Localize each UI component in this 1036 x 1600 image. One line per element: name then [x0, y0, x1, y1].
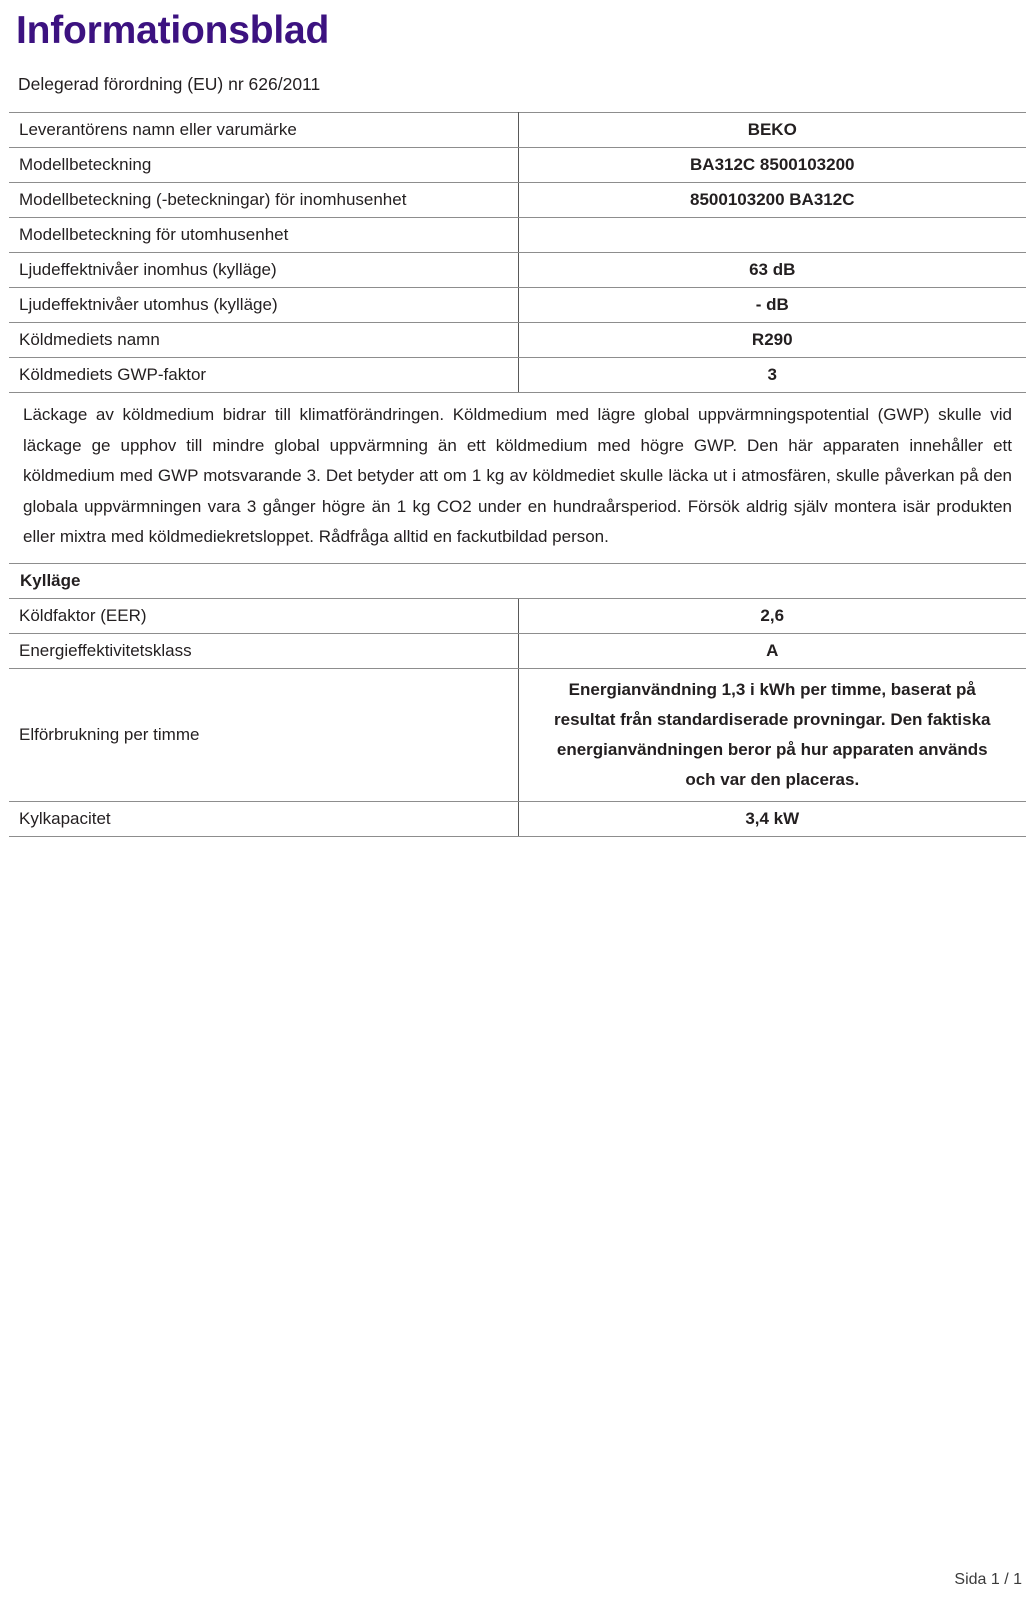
power-consumption-text: Energianvändning 1,3 i kWh per timme, baserat på resultat från standardiserade provningar. Den faktiska energianvändningen beror på hur apparaten används och var den placeras.	[554, 679, 991, 789]
refrigerant-note-text: Läckage av köldmedium bidrar till klimatförändringen. Köldmedium med lägre global uppvärmningspotential (GWP) skulle vid läckage ge upphov till mindre global uppvärmning än ett köldmedium med högre GWP. Den här apparaten innehåller ett köldmedium med GWP motsvarande 3. Det betyder att om 1 kg av köldmediet skulle läcka ut i atmosfären, skulle påverkan på den globala uppvärmningen vara 3 gånger högre än 1 kg CO2 under en hundraårsperiod. Försök aldrig själv montera isär produkten eller mixtra med köldmediekretsloppet. Rådfråga alltid en fackutbildad person.	[23, 405, 1012, 546]
specification-table-body	[9, 113, 1026, 837]
table-row	[9, 598, 1026, 633]
table-row	[9, 323, 1026, 358]
row-label: Leverantörens namn eller varumärke	[9, 113, 518, 148]
row-label: Elförbrukning per timme	[9, 668, 518, 801]
row-label: Köldmediets namn	[9, 323, 518, 358]
row-label: Ljudeffektnivåer inomhus (kylläge)	[9, 253, 518, 288]
refrigerant-note-row	[9, 393, 1026, 564]
power-consumption-row	[9, 668, 1026, 801]
row-value: 2,6	[518, 598, 1026, 633]
row-value: 3	[518, 358, 1026, 393]
table-row	[9, 288, 1026, 323]
row-value: BEKO	[518, 113, 1026, 148]
row-value	[518, 218, 1026, 253]
row-value: - dB	[518, 288, 1026, 323]
page-indicator: Sida 1 / 1	[954, 1571, 1022, 1588]
table-row	[9, 801, 1026, 836]
row-label: Energieffektivitetsklass	[9, 633, 518, 668]
table-row	[9, 633, 1026, 668]
specification-table	[9, 112, 1026, 837]
row-label: Modellbeteckning (-beteckningar) för inomhusenhet	[9, 183, 518, 218]
row-value: 63 dB	[518, 253, 1026, 288]
refrigerant-note-cell	[9, 393, 1026, 564]
row-label: Kylkapacitet	[9, 801, 518, 836]
table-row	[9, 253, 1026, 288]
row-label: Köldmediets GWP-faktor	[9, 358, 518, 393]
row-label: Modellbeteckning för utomhusenhet	[9, 218, 518, 253]
page-title: Informationsblad	[16, 9, 330, 52]
row-value: R290	[518, 323, 1026, 358]
table-row	[9, 358, 1026, 393]
table-row	[9, 218, 1026, 253]
row-value	[518, 668, 1026, 801]
row-label: Ljudeffektnivåer utomhus (kylläge)	[9, 288, 518, 323]
row-value: 8500103200 BA312C	[518, 183, 1026, 218]
row-value: 3,4 kW	[518, 801, 1026, 836]
table-row	[9, 183, 1026, 218]
row-label: Köldfaktor (EER)	[9, 598, 518, 633]
table-row	[9, 113, 1026, 148]
section-heading-row	[9, 563, 1026, 598]
row-value: A	[518, 633, 1026, 668]
row-value: BA312C 8500103200	[518, 148, 1026, 183]
row-label: Modellbeteckning	[9, 148, 518, 183]
table-row	[9, 148, 1026, 183]
section-heading: Kylläge	[9, 563, 1026, 598]
page-subtitle: Delegerad förordning (EU) nr 626/2011	[18, 74, 321, 94]
